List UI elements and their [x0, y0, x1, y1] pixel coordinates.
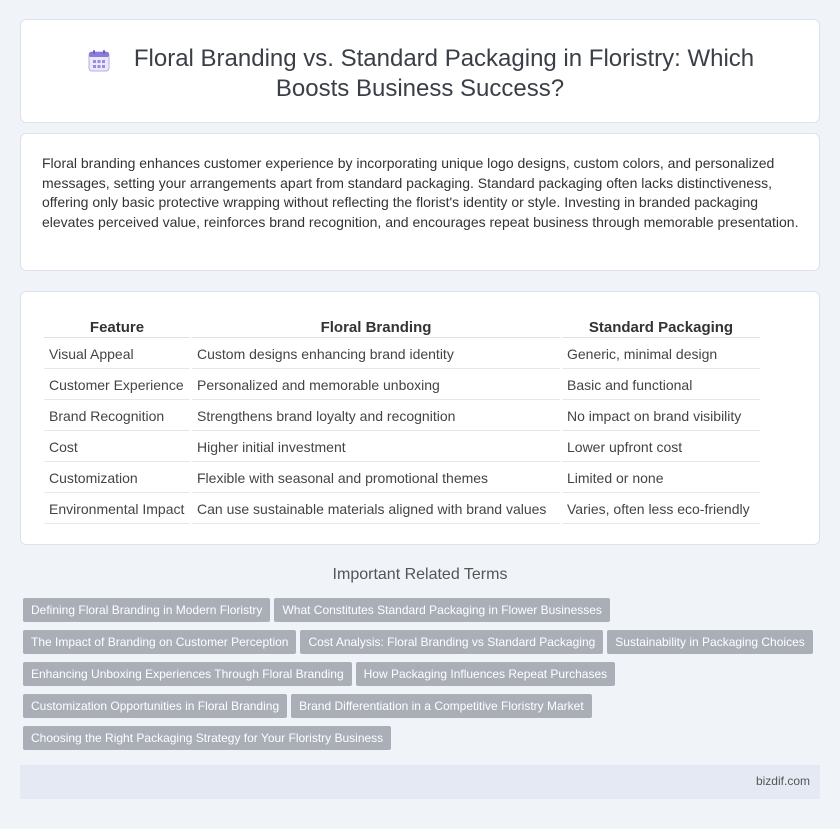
tag-row — [23, 630, 823, 662]
related-term-tag[interactable]: Cost Analysis: Floral Branding vs Standard Packaging — [300, 630, 603, 654]
related-term-tag[interactable]: Customization Opportunities in Floral Branding — [23, 694, 287, 718]
table-row — [44, 371, 760, 400]
related-terms-list — [23, 598, 823, 758]
header-card — [20, 19, 820, 123]
calendar-icon — [86, 48, 112, 74]
floral-branding-cell: Flexible with seasonal and promotional themes — [192, 464, 560, 493]
table-row — [44, 495, 760, 524]
related-term-tag[interactable]: What Constitutes Standard Packaging in Flower Businesses — [274, 598, 610, 622]
related-terms-heading: Important Related Terms — [332, 566, 508, 583]
related-term-tag[interactable]: The Impact of Branding on Customer Perception — [23, 630, 296, 654]
feature-cell: Customization — [44, 464, 190, 493]
floral-branding-cell: Personalized and memorable unboxing — [192, 371, 560, 400]
related-term-tag[interactable]: How Packaging Influences Repeat Purchases — [356, 662, 615, 686]
related-term-tag[interactable]: Enhancing Unboxing Experiences Through Floral Branding — [23, 662, 352, 686]
comparison-table — [42, 316, 762, 526]
tag-row — [23, 662, 823, 694]
related-term-tag[interactable]: Sustainability in Packaging Choices — [607, 630, 812, 654]
table-header-row — [44, 318, 760, 338]
footer — [20, 765, 820, 799]
table-row — [44, 433, 760, 462]
intro-paragraph: Floral branding enhances customer experience by incorporating unique logo designs, custom colors, and personalized messages, setting your arrangements apart from standard packaging. Standard packaging often lacks distinctiveness, offering only basic protective wrapping without reflecting the florist's identity or style. Investing in branded packaging elevates perceived value, reinforces brand recognition, and encourages repeat business through memorable presentation. — [42, 155, 799, 230]
feature-cell: Brand Recognition — [44, 402, 190, 431]
floral-branding-cell: Strengthens brand loyalty and recognition — [192, 402, 560, 431]
feature-cell: Environmental Impact — [44, 495, 190, 524]
title-wrap — [21, 44, 819, 104]
tag-row — [23, 726, 823, 758]
related-term-tag[interactable]: Defining Floral Branding in Modern Floristry — [23, 598, 270, 622]
feature-cell: Visual Appeal — [44, 340, 190, 369]
floral-branding-cell: Can use sustainable materials aligned with brand values — [192, 495, 560, 524]
table-row — [44, 340, 760, 369]
floral-branding-cell: Higher initial investment — [192, 433, 560, 462]
standard-packaging-cell: Basic and functional — [562, 371, 760, 400]
page-title: Floral Branding vs. Standard Packaging in Floristry: Which Boosts Business Success? — [133, 45, 755, 102]
feature-cell: Customer Experience — [44, 371, 190, 400]
column-header-feature: Feature — [44, 318, 190, 338]
standard-packaging-cell: Lower upfront cost — [562, 433, 760, 462]
floral-branding-cell: Custom designs enhancing brand identity — [192, 340, 560, 369]
tag-row — [23, 694, 823, 726]
intro-card — [20, 133, 820, 271]
related-term-tag[interactable]: Choosing the Right Packaging Strategy for Your Floristry Business — [23, 726, 391, 750]
standard-packaging-cell: No impact on brand visibility — [562, 402, 760, 431]
footer-site-link[interactable]: bizdif.com — [755, 774, 810, 788]
related-term-tag[interactable]: Brand Differentiation in a Competitive Floristry Market — [291, 694, 592, 718]
tag-row — [23, 598, 823, 630]
feature-cell: Cost — [44, 433, 190, 462]
standard-packaging-cell: Varies, often less eco-friendly — [562, 495, 760, 524]
comparison-card — [20, 291, 820, 545]
standard-packaging-cell: Limited or none — [562, 464, 760, 493]
column-header-floral-branding: Floral Branding — [192, 318, 560, 338]
table-row — [44, 402, 760, 431]
table-row — [44, 464, 760, 493]
standard-packaging-cell: Generic, minimal design — [562, 340, 760, 369]
column-header-standard-packaging: Standard Packaging — [562, 318, 760, 338]
